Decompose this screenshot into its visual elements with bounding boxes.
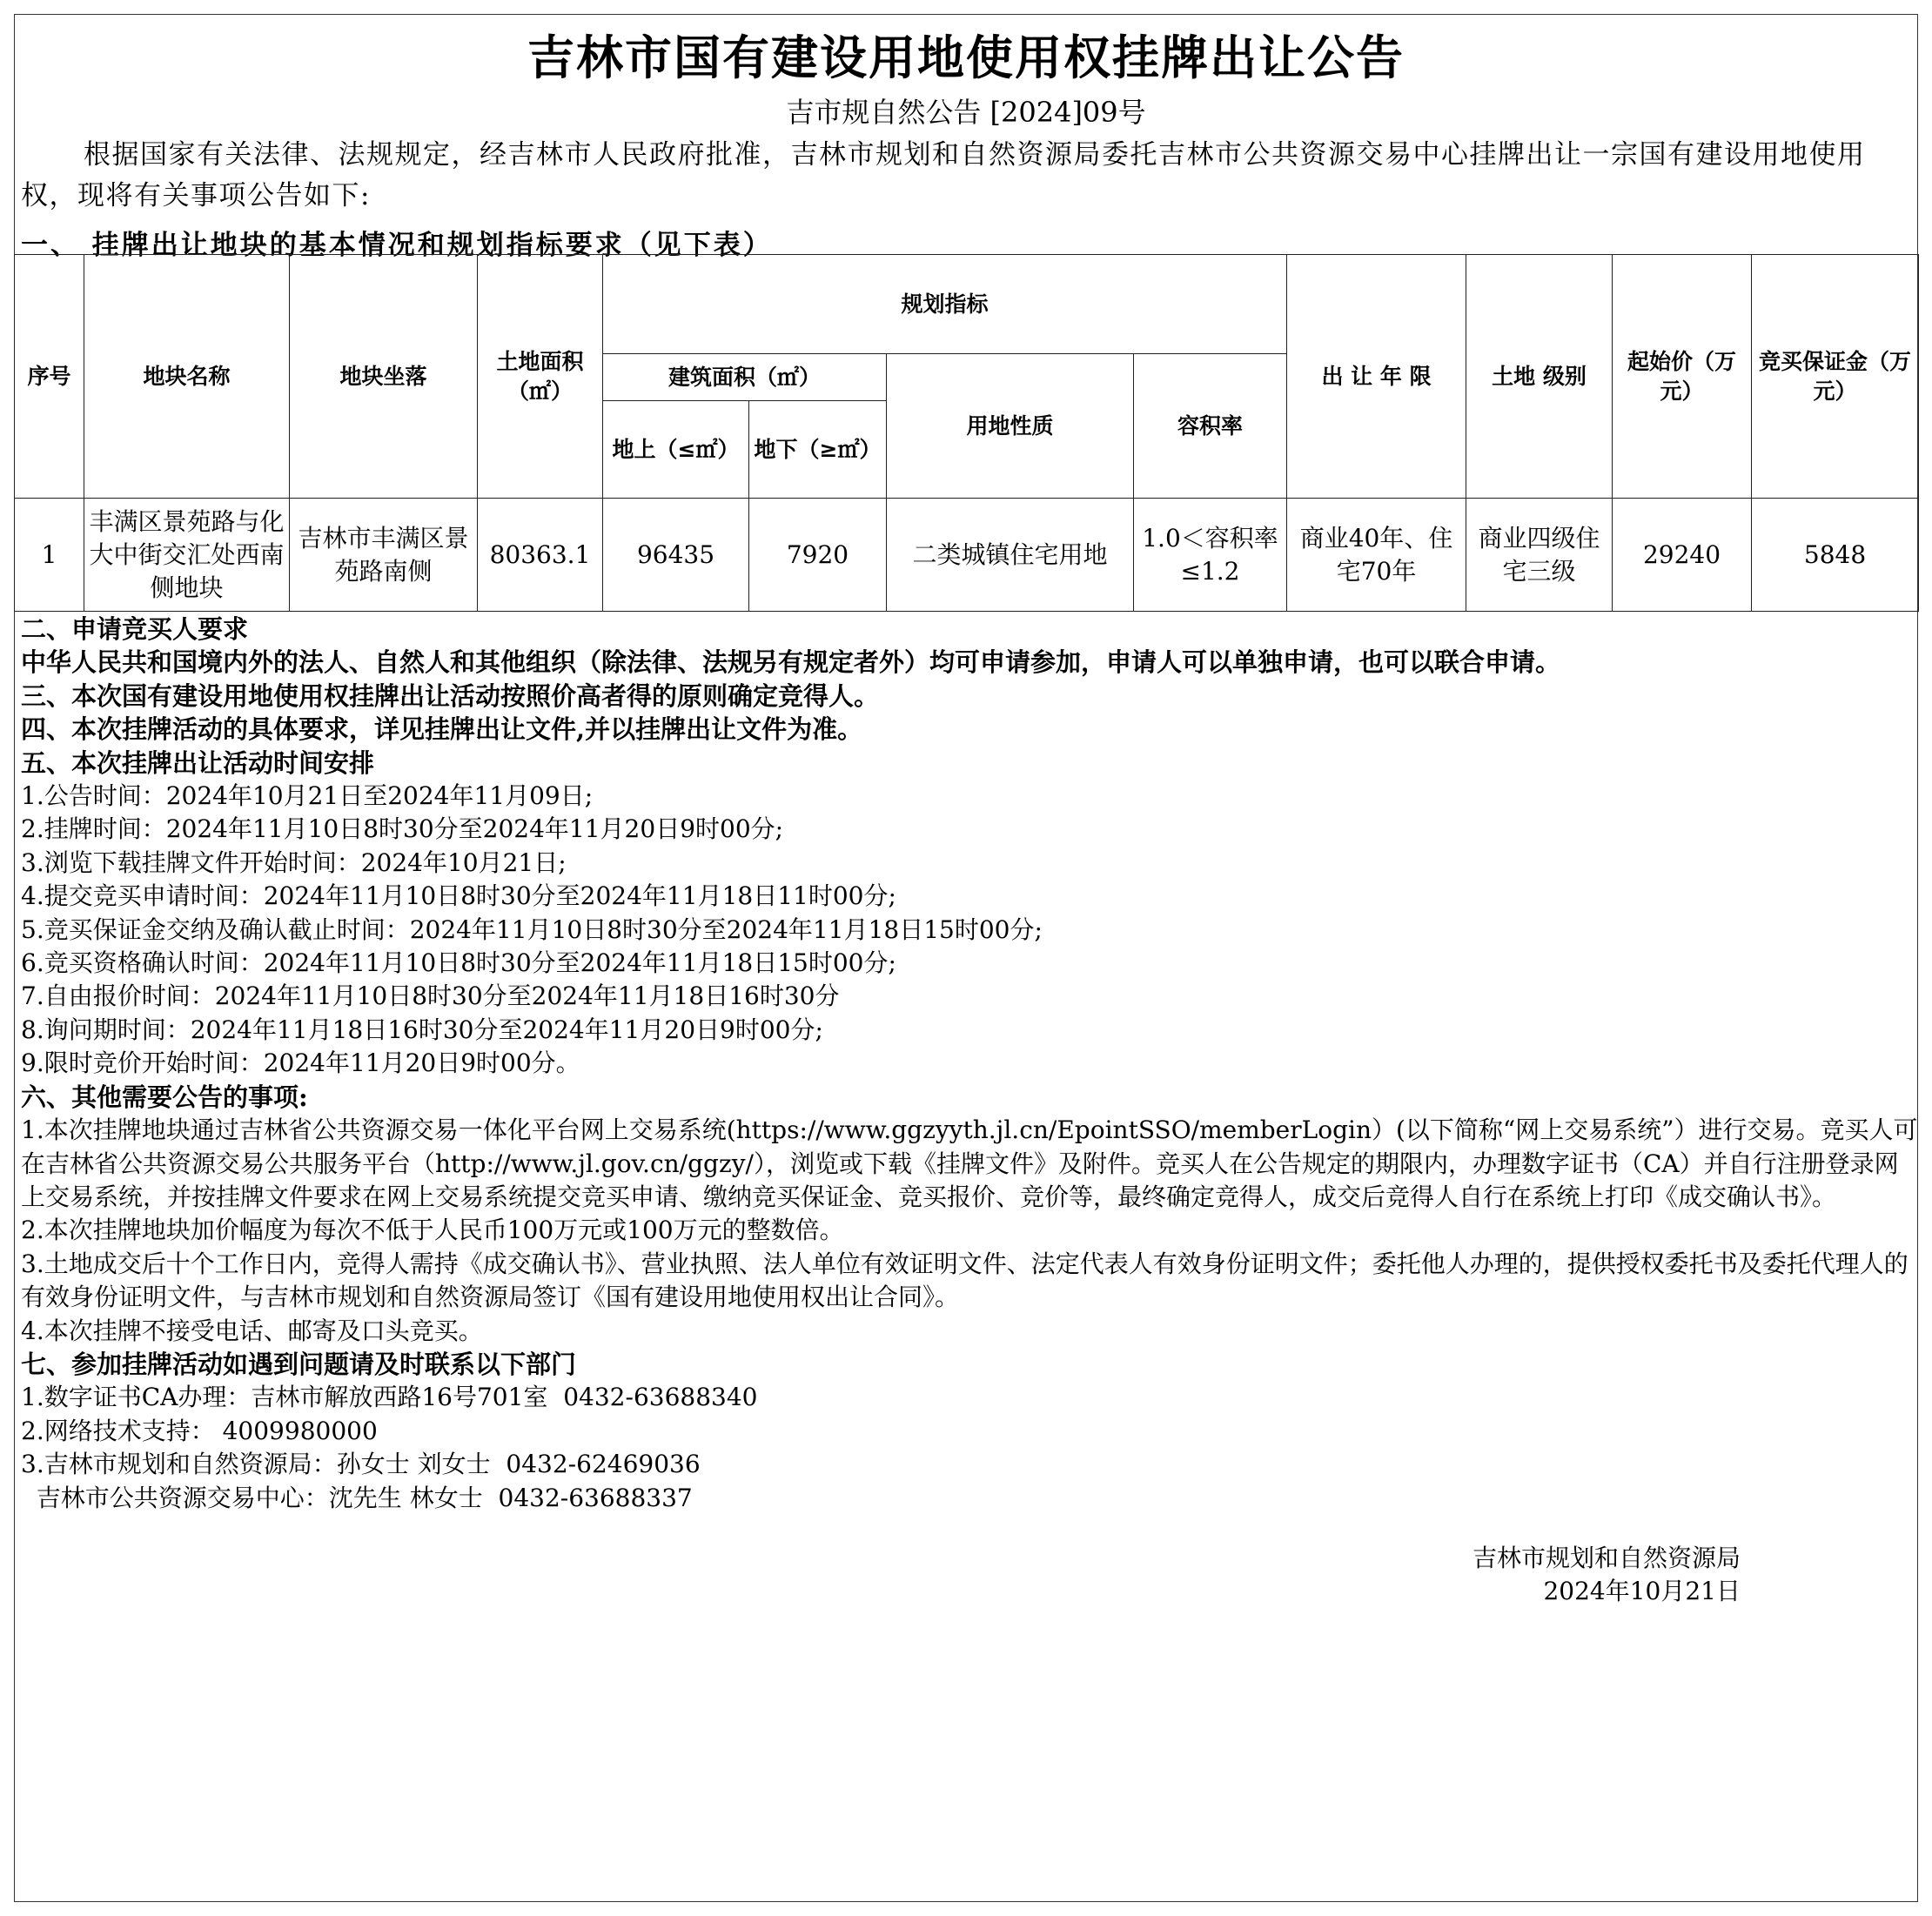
page-title: 吉林市国有建设用地使用权挂牌出让公告 <box>527 30 1405 85</box>
signature-org: 吉林市规划和自然资源局 <box>1472 1544 1741 1572</box>
cell-parcel-name: 丰满区景苑路与化大中街交汇处西南侧地块 <box>84 499 290 612</box>
schedule-item: 4.提交竞买申请时间：2024年11月10日8时30分至2024年11月18日11时00分; <box>21 881 896 911</box>
cell-start-price: 29240 <box>1613 499 1752 612</box>
schedule-item: 7.自由报价时间：2024年11月10日8时30分至2024年11月18日16时30分 <box>21 981 840 1011</box>
schedule-item: 9.限时竞价开始时间：2024年11月20日9时00分。 <box>21 1048 580 1078</box>
cell-land-grade: 商业四级住宅三级 <box>1466 499 1613 612</box>
cell-floor-area-ratio: 1.0＜容积率≤1.2 <box>1134 499 1287 612</box>
contact-item: 1.数字证书CA办理：吉林市解放西路16号701室 0432-63688340 <box>21 1383 758 1412</box>
header-floor-area-ratio: 容积率 <box>1134 354 1287 499</box>
other-item: 1.本次挂牌地块通过吉林省公共资源交易一体化平台网上交易系统(https://www.ggzyyth.jl.cn/EpointSSO/memberLogin）(以下简称“网上交易系统”）进行交易。竞买人可在吉林省公共资源交易公共服务平台（http://www.jl.gov.cn/ggzy/），浏览或下载《挂牌文件》及附件。竞买人在公告规定的期限内，办理数字证书（CA）并自行注册登录网上交易系统，并按挂牌文件要求在网上交易系统提交竞买申请、缴纳竞买保证金、竞买报价、竞价等，最终确定竞得人，成交后竞得人自行在系统上打印《成交确认书》。 <box>21 1115 1918 1211</box>
header-building-area: 建筑面积（㎡） <box>603 354 887 401</box>
contact-item: 3.吉林市规划和自然资源局：孙女士 刘女士 0432-62469036 <box>21 1450 701 1479</box>
header-below-ground: 地下（≥㎡） <box>749 401 887 499</box>
signature-date: 2024年10月21日 <box>1543 1577 1741 1605</box>
cell-land-use: 二类城镇住宅用地 <box>887 499 1134 612</box>
header-above-ground: 地上（≤㎡） <box>603 401 749 499</box>
cell-transfer-term: 商业40年、住宅70年 <box>1287 499 1466 612</box>
section-1-heading: 一、 挂牌出让地块的基本情况和规划指标要求（见下表） <box>21 230 773 261</box>
signature-block <box>1427 1542 1741 1608</box>
section-2-heading: 二、申请竞买人要求 <box>21 614 249 644</box>
section-5-heading: 五、本次挂牌出让活动时间安排 <box>21 747 375 778</box>
schedule-item: 6.竞买资格确认时间：2024年11月10日8时30分至2024年11月18日15时00分; <box>21 948 896 978</box>
cell-land-area: 80363.1 <box>478 499 603 612</box>
section-7-heading: 七、参加挂牌活动如遇到问题请及时联系以下部门 <box>21 1349 577 1379</box>
schedule-item: 5.竞买保证金交纳及确认截止时间：2024年11月10日8时30分至2024年11月18日15时00分; <box>21 914 1043 944</box>
cell-seq: 1 <box>15 499 84 612</box>
other-item: 3.土地成交后十个工作日内，竞得人需持《成交确认书》、营业执照、法人单位有效证明文件、法定代表人有效身份证明文件；委托他人办理的，提供授权委托书及委托代理人的有效身份证明文件，与吉林市规划和自然资源局签订《国有建设用地使用权出让合同》。 <box>21 1249 1909 1312</box>
table-row <box>15 499 1919 612</box>
document-number: 吉市规自然公告 [2024]09号 <box>786 96 1146 129</box>
land-parcel-table <box>14 254 1919 612</box>
header-planning-indicators: 规划指标 <box>603 255 1287 354</box>
contact-item: 吉林市公共资源交易中心：沈先生 林女士 0432-63688337 <box>21 1483 693 1512</box>
header-seq: 序号 <box>15 255 84 499</box>
header-deposit: 竞买保证金（万元） <box>1752 255 1919 499</box>
section-2-text: 中华人民共和国境内外的法人、自然人和其他组织（除法律、法规另有规定者外）均可申请参加，申请人可以单独申请，也可以联合申请。 <box>21 647 1561 678</box>
section-3-text: 三、本次国有建设用地使用权挂牌出让活动按照价高者得的原则确定竞得人。 <box>21 680 880 711</box>
intro-paragraph: 根据国家有关法律、法规规定，经吉林市人民政府批准，吉林市规划和自然资源局委托吉林市公共资源交易中心挂牌出让一宗国有建设用地使用权，现将有关事项公告如下: <box>21 139 1866 211</box>
schedule-item: 8.询问期时间：2024年11月18日16时30分至2024年11月20日9时00分; <box>21 1015 823 1044</box>
header-parcel-location: 地块坐落 <box>290 255 478 499</box>
header-land-use: 用地性质 <box>887 354 1134 499</box>
header-parcel-name: 地块名称 <box>84 255 290 499</box>
contact-item: 2.网络技术支持： 4009980000 <box>21 1416 378 1445</box>
schedule-item: 2.挂牌时间：2024年11月10日8时30分至2024年11月20日9时00分; <box>21 814 784 844</box>
schedule-item: 1.公告时间：2024年10月21日至2024年11月09日; <box>21 781 594 811</box>
cell-deposit: 5848 <box>1752 499 1919 612</box>
header-land-area: 土地面积（㎡） <box>478 255 603 499</box>
cell-parcel-location: 吉林市丰满区景苑路南侧 <box>290 499 478 612</box>
section-6-heading: 六、其他需要公告的事项: <box>21 1082 308 1112</box>
cell-below-ground: 7920 <box>749 499 887 612</box>
header-start-price: 起始价（万元） <box>1613 255 1752 499</box>
section-4-text: 四、本次挂牌活动的具体要求，详见挂牌出让文件,并以挂牌出让文件为准。 <box>21 714 863 745</box>
notice-body <box>21 613 1918 1515</box>
schedule-item: 3.浏览下载挂牌文件开始时间：2024年10月21日; <box>21 847 567 877</box>
header-land-grade: 土地 级别 <box>1466 255 1613 499</box>
cell-above-ground: 96435 <box>603 499 749 612</box>
other-item: 4.本次挂牌不接受电话、邮寄及口头竞买。 <box>21 1316 483 1345</box>
other-item: 2.本次挂牌地块加价幅度为每次不低于人民币100万元或100万元的整数倍。 <box>21 1216 844 1245</box>
header-transfer-term: 出 让 年 限 <box>1287 255 1466 499</box>
